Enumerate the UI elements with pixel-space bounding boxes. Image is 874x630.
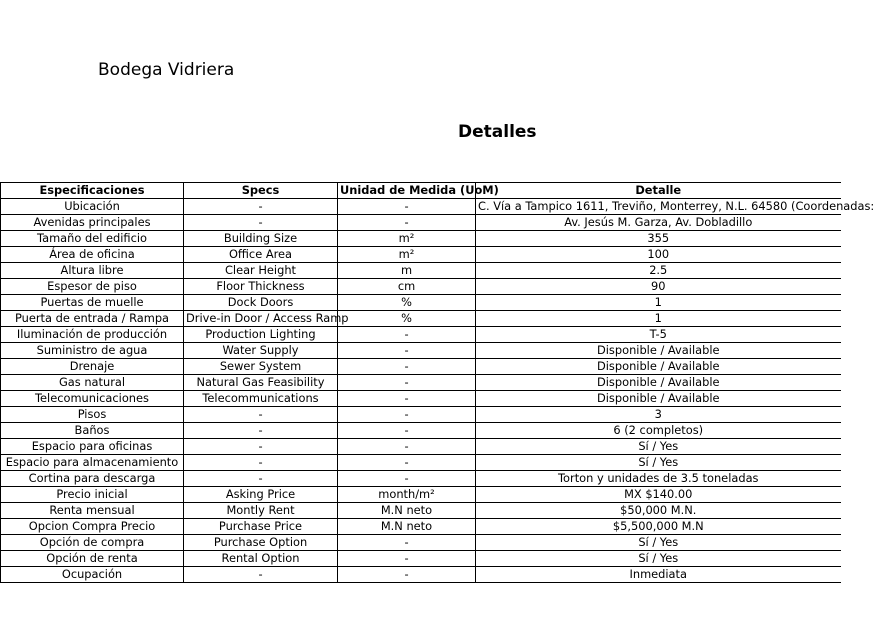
uom-cell: - <box>338 391 476 407</box>
table-row <box>1 535 841 551</box>
specs-en-cell: - <box>184 423 338 439</box>
specs-en-cell: Purchase Price <box>184 519 338 535</box>
uom-cell: % <box>338 295 476 311</box>
uom-cell: - <box>338 407 476 423</box>
spec-cell: Tamaño del edificio <box>1 231 184 247</box>
table-row <box>1 279 841 295</box>
specs-en-cell: - <box>184 455 338 471</box>
specs-en-cell: - <box>184 567 338 583</box>
specs-en-cell: - <box>184 439 338 455</box>
uom-cell: - <box>338 471 476 487</box>
spec-cell: Espesor de piso <box>1 279 184 295</box>
detail-cell: Disponible / Available <box>476 343 841 359</box>
spec-cell: Gas natural <box>1 375 184 391</box>
table-row <box>1 199 841 215</box>
uom-cell: - <box>338 327 476 343</box>
uom-cell: M.N neto <box>338 503 476 519</box>
specs-en-cell: - <box>184 199 338 215</box>
specs-en-cell: Floor Thickness <box>184 279 338 295</box>
uom-cell: - <box>338 439 476 455</box>
property-name: Bodega Vidriera <box>98 60 235 80</box>
uom-cell: - <box>338 423 476 439</box>
spec-cell: Telecomunicaciones <box>1 391 184 407</box>
spec-cell: Espacio para oficinas <box>1 439 184 455</box>
detail-cell: Torton y unidades de 3.5 toneladas <box>476 471 841 487</box>
specs-en-cell: Asking Price <box>184 487 338 503</box>
specs-en-cell: Natural Gas Feasibility <box>184 375 338 391</box>
table-row <box>1 519 841 535</box>
spec-cell: Opcion Compra Precio <box>1 519 184 535</box>
detail-cell: Av. Jesús M. Garza, Av. Dobladillo <box>476 215 841 231</box>
spec-cell: Altura libre <box>1 263 184 279</box>
header-detalle: Detalle <box>476 183 841 199</box>
detail-cell: Inmediata <box>476 567 841 583</box>
table-row <box>1 455 841 471</box>
detail-cell: Sí / Yes <box>476 535 841 551</box>
uom-cell: m² <box>338 247 476 263</box>
table-row <box>1 487 841 503</box>
specs-en-cell: Telecommunications <box>184 391 338 407</box>
detail-cell: Disponible / Available <box>476 375 841 391</box>
uom-cell: cm <box>338 279 476 295</box>
header-especificaciones: Especificaciones <box>1 183 184 199</box>
specs-en-cell: Drive-in Door / Access Ramp <box>184 311 338 327</box>
table-row <box>1 551 841 567</box>
spec-cell: Iluminación de producción <box>1 327 184 343</box>
detail-cell: MX $140.00 <box>476 487 841 503</box>
header-specs: Specs <box>184 183 338 199</box>
specs-en-cell: Montly Rent <box>184 503 338 519</box>
detail-cell: 1 <box>476 311 841 327</box>
spec-cell: Opción de renta <box>1 551 184 567</box>
table-row <box>1 423 841 439</box>
uom-cell: - <box>338 199 476 215</box>
uom-cell: - <box>338 359 476 375</box>
table-header-row <box>1 183 841 199</box>
uom-cell: - <box>338 215 476 231</box>
table-row <box>1 439 841 455</box>
table-row <box>1 295 841 311</box>
uom-cell: M.N neto <box>338 519 476 535</box>
uom-cell: - <box>338 455 476 471</box>
detail-cell: $50,000 M.N. <box>476 503 841 519</box>
specs-en-cell: Sewer System <box>184 359 338 375</box>
specs-en-cell: Production Lighting <box>184 327 338 343</box>
spec-cell: Ocupación <box>1 567 184 583</box>
detail-cell: 100 <box>476 247 841 263</box>
table-row <box>1 263 841 279</box>
table-row <box>1 503 841 519</box>
detail-cell: Disponible / Available <box>476 359 841 375</box>
spec-cell: Suministro de agua <box>1 343 184 359</box>
specs-en-cell: - <box>184 471 338 487</box>
table-row <box>1 327 841 343</box>
detail-cell: 6 (2 completos) <box>476 423 841 439</box>
detail-cell: 3 <box>476 407 841 423</box>
spec-cell: Ubicación <box>1 199 184 215</box>
detail-cell: Sí / Yes <box>476 455 841 471</box>
table-row <box>1 471 841 487</box>
uom-cell: month/m² <box>338 487 476 503</box>
detail-cell: 90 <box>476 279 841 295</box>
table-row <box>1 391 841 407</box>
spec-cell: Pisos <box>1 407 184 423</box>
detail-cell: 2.5 <box>476 263 841 279</box>
table-row <box>1 407 841 423</box>
specs-en-cell: Purchase Option <box>184 535 338 551</box>
spec-cell: Área de oficina <box>1 247 184 263</box>
detail-cell: Sí / Yes <box>476 439 841 455</box>
specs-en-cell: Water Supply <box>184 343 338 359</box>
table-row <box>1 343 841 359</box>
specs-en-cell: - <box>184 215 338 231</box>
specs-en-cell: Rental Option <box>184 551 338 567</box>
spec-cell: Puertas de muelle <box>1 295 184 311</box>
spec-cell: Precio inicial <box>1 487 184 503</box>
detail-cell: 1 <box>476 295 841 311</box>
table-row <box>1 247 841 263</box>
table-row <box>1 231 841 247</box>
specs-en-cell: Office Area <box>184 247 338 263</box>
spec-cell: Drenaje <box>1 359 184 375</box>
uom-cell: - <box>338 343 476 359</box>
uom-cell: m² <box>338 231 476 247</box>
specs-en-cell: - <box>184 407 338 423</box>
spec-cell: Baños <box>1 423 184 439</box>
table-row <box>1 359 841 375</box>
detail-cell: 355 <box>476 231 841 247</box>
detail-cell: Sí / Yes <box>476 551 841 567</box>
specs-en-cell: Clear Height <box>184 263 338 279</box>
uom-cell: - <box>338 535 476 551</box>
detail-cell: $5,500,000 M.N <box>476 519 841 535</box>
table-row <box>1 215 841 231</box>
spec-cell: Puerta de entrada / Rampa <box>1 311 184 327</box>
detail-cell: C. Vía a Tampico 1611, Treviño, Monterrey, N.L. 64580 (Coordenadas: <box>476 199 841 215</box>
table-row <box>1 567 841 583</box>
uom-cell: % <box>338 311 476 327</box>
detail-cell: T-5 <box>476 327 841 343</box>
table-row <box>1 375 841 391</box>
spec-cell: Avenidas principales <box>1 215 184 231</box>
detail-cell: Disponible / Available <box>476 391 841 407</box>
uom-cell: m <box>338 263 476 279</box>
uom-cell: - <box>338 375 476 391</box>
specifications-table <box>0 182 874 583</box>
uom-cell: - <box>338 551 476 567</box>
header-unidad-de-medida: Unidad de Medida (UoM) <box>338 183 476 199</box>
specs-en-cell: Building Size <box>184 231 338 247</box>
section-title: Detalles <box>458 122 537 142</box>
specs-en-cell: Dock Doors <box>184 295 338 311</box>
spec-cell: Cortina para descarga <box>1 471 184 487</box>
table-row <box>1 311 841 327</box>
spec-cell: Opción de compra <box>1 535 184 551</box>
spec-cell: Espacio para almacenamiento <box>1 455 184 471</box>
spec-cell: Renta mensual <box>1 503 184 519</box>
uom-cell: - <box>338 567 476 583</box>
